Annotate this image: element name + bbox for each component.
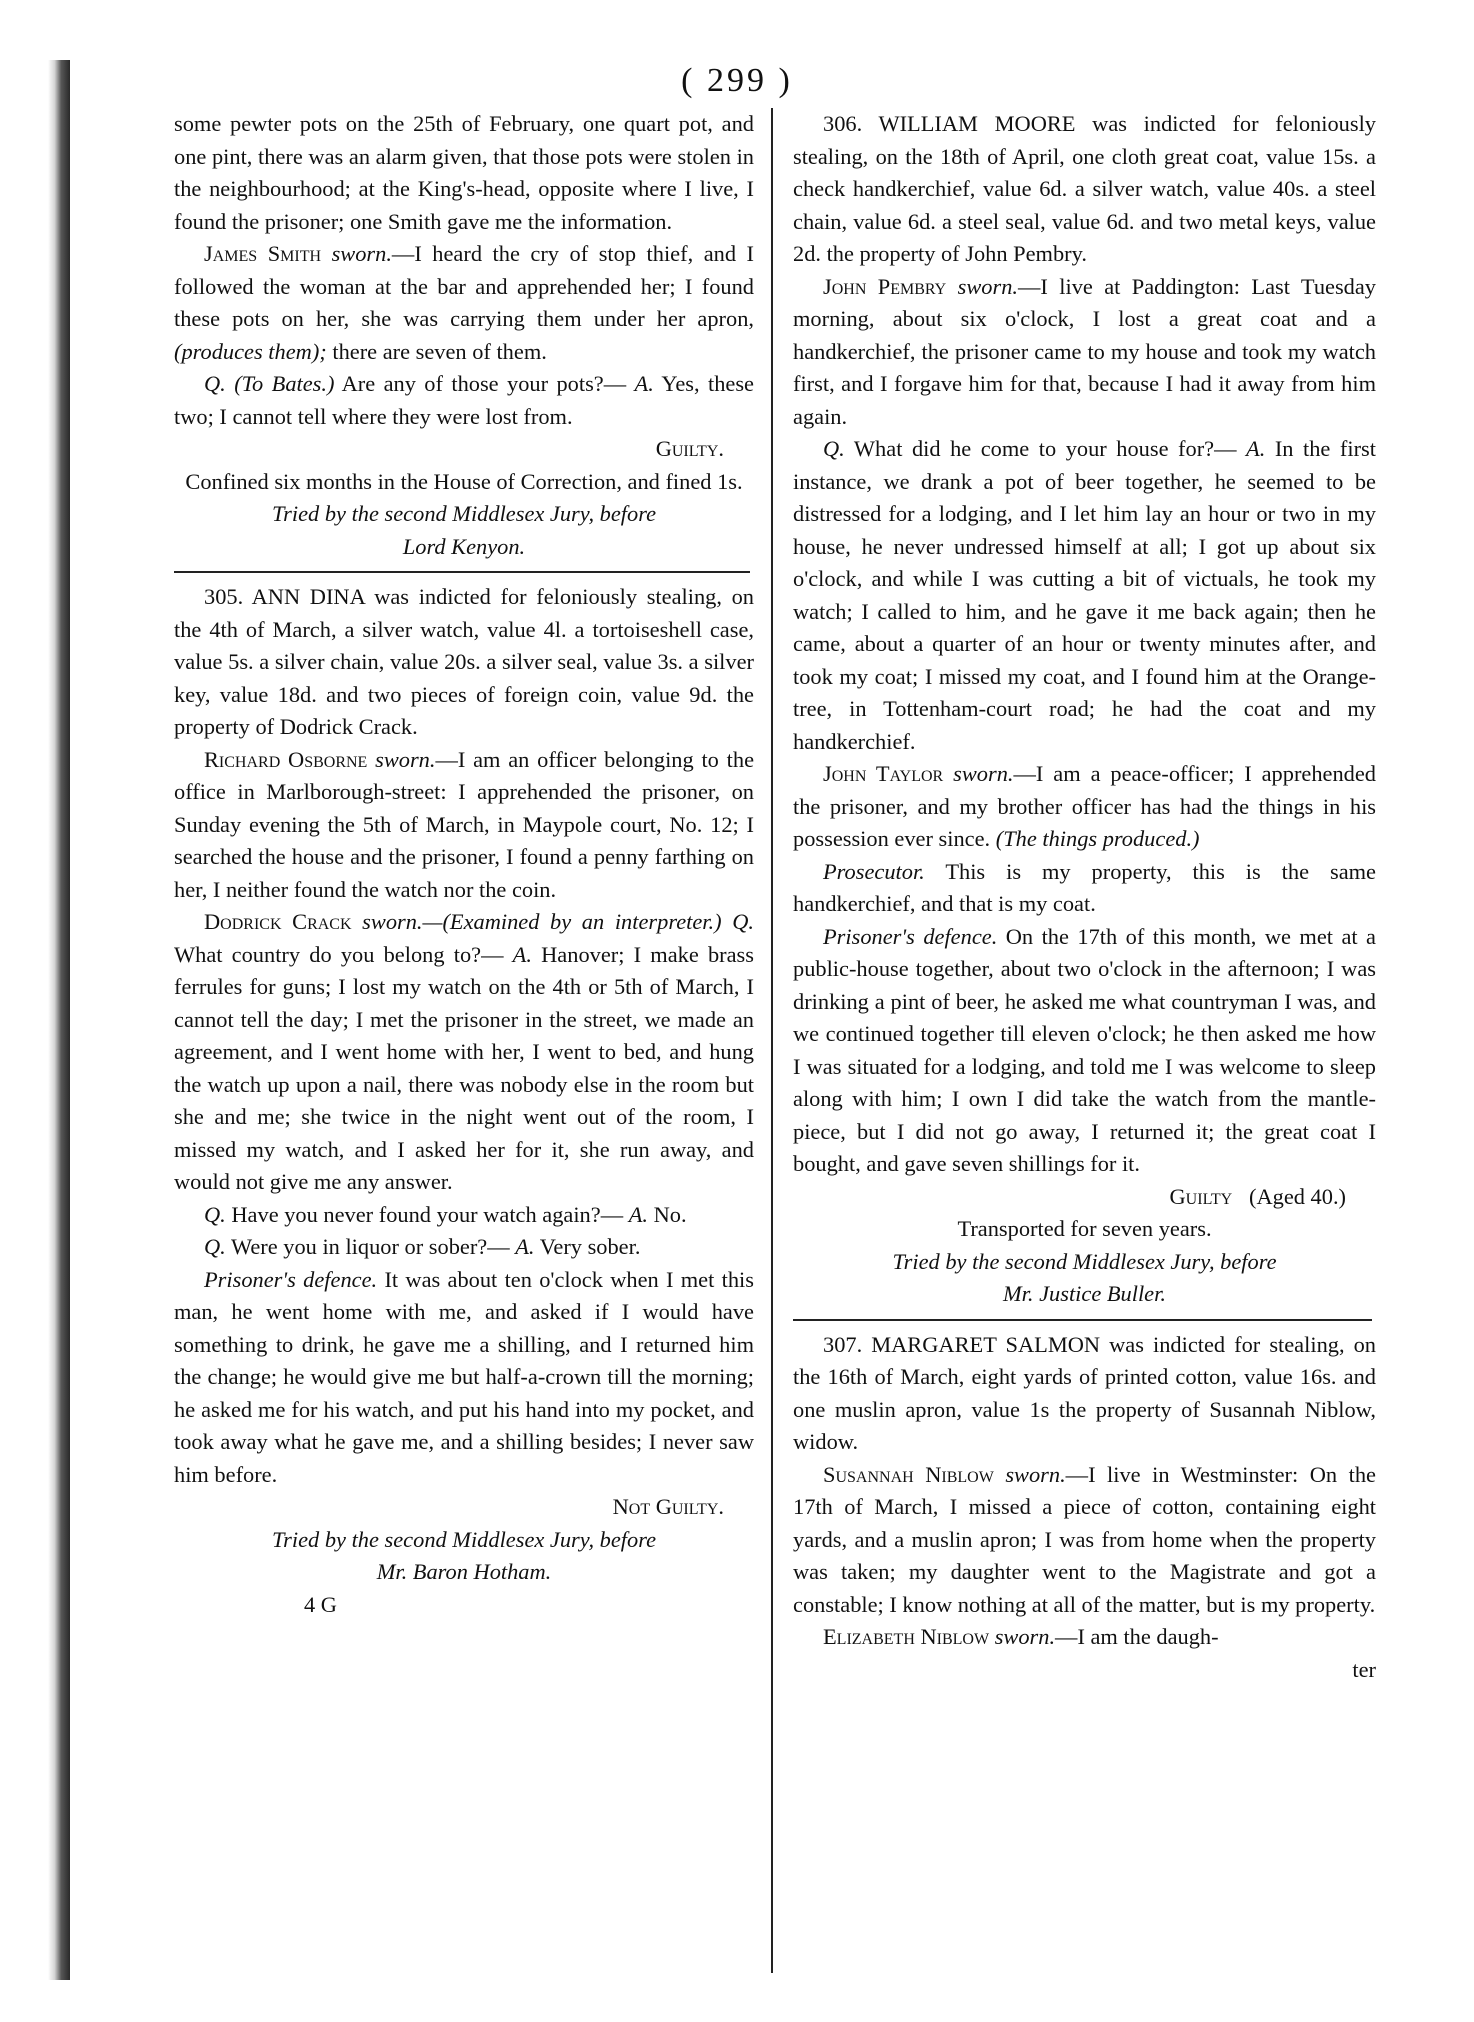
sentence: Transported for seven years. [957,1216,1212,1241]
witness-name: Susannah Niblow [823,1461,994,1487]
prosecutor-statement: Prosecutor. This is my property, this is the same handkerchief, and that is my coat. [793,858,1376,916]
sworn-label: sworn. [375,746,436,772]
continued-testimony: some pewter pots on the 25th of February, one quart pot, and one pint, there was an alarm given, that those pots were stolen in the neighbourhood; at the King's-head, opposite where I live, I found the prisoner; one Smith gave me the information. [174,111,754,234]
witness-name: Dodrick Crack [204,909,352,934]
sworn-label: sworn. [994,1624,1056,1649]
witness-name: Richard Osborne [204,746,368,772]
judge-name: Mr. Baron Hotham. [376,1559,552,1584]
verdict: Guilty. [655,436,724,461]
testimony-john-pembry: John Pembry sworn.—I live at Paddington: Last Tuesday morning, about six o'clock, I lost a great coat and a handkerchief, the prisoner came to my house and took my watch first, and I forgave him for that, because I had it away from him again. [793,273,1376,429]
left-column [174,108,754,1621]
testimony-elizabeth-niblow: Elizabeth Niblow sworn.—I am the daugh- [823,1624,1219,1649]
case-306-indictment: 306. WILLIAM MOORE was indicted for feloniously stealing, on the 18th of April, one cloth great coat, value 15s. a check handkerchief, value 6d. a silver watch, value 40s. a steel chain, value 6d. a steel seal, value 6d. and two metal keys, value 2d. the property of John Pembry. [793,111,1376,266]
witness-name: John Pembry [823,273,947,299]
case-307-indictment: 307. MARGARET SALMON was indicted for stealing, on the 16th of March, eight yards of printed cotton, value 16s. and one muslin apron, value 1s the property of Susannah Niblow, widow. [793,1331,1376,1454]
sworn-label: sworn. [957,273,1019,299]
stage-note: (produces them); [174,338,327,364]
judge-name: Lord Kenyon. [402,533,526,559]
testimony-john-taylor: John Taylor sworn.—I am a peace-officer; I apprehended the prisoner, and my brother officer has had the things in his possession ever since. (The things produced.) [793,761,1376,851]
page-number: ( 299 ) [681,62,793,99]
testimony-richard-osborne: Richard Osborne sworn.—I am an officer belonging to the office in Marlborough-street: I apprehended the prisoner, on Sunday evening the 5th of March, in Maypole court, No. 12; I searched the house and the prisoner, I found a penny farthing on her, I neither found the watch nor the coin. [174,746,755,902]
sworn-label: sworn. [1005,1461,1066,1487]
case-305-indictment: 305. ANN DINA was indicted for feloniously stealing, on the 4th of March, a silver watch, value 4l. a tortoiseshell case, value 5s. a silver chain, value 20s. a silver seal, value 3s. a silver key, value 18d. and two pieces of foreign coin, value 9d. the property of Dodrick Crack. [174,584,754,739]
book-binding-edge [48,60,70,1980]
question-answer: Q. What did he come to your house for?— A. In the first instance, we drank a pot of beer together, he seemed to be distressed for a lodging, and I let him lay an hour or two in my house, he never undressed himself at all; I got up about six o'clock, and while I was cutting a bit of victuals, he took my watch; I called to him, and he gave it me back again; then he came, about a quarter of an hour or twenty minutes after, and took my coat; I missed my coat, and I found him at the Orange-tree, in Tottenham-court road; he had the coat and my handkerchief. [793,436,1376,754]
sworn-label: sworn. [362,909,423,934]
sentence: Confined six months in the House of Correction, and fined 1s. [185,468,743,494]
prisoner-defence: Prisoner's defence. On the 17th of this month, we met at a public-house together, about two o'clock in the afternoon; I was drinking a pint of beer, he asked me what countryman I was, and we continued together till eleven o'clock; he then asked me how I was situated for a lodging, and told me I was welcome to sleep along with him; I own I did take the watch from the mantle-piece, but I did not go away, I returned it; the great coat I bought, and gave seven shillings for it. [793,923,1376,1176]
witness-name: James Smith [204,241,322,266]
judge-name: Mr. Justice Buller. [1003,1281,1166,1306]
witness-name: John Taylor [823,761,944,786]
stage-note: (The things produced.) [995,826,1200,851]
testimony-dodrick-crack: Dodrick Crack sworn.—(Examined by an interpreter.) Q. What country do you belong to?— A. Hanover; I make brass ferrules for guns; I lost my watch on the 4th or 5th of March, I cannot tell the day; I met the prisoner in the street, we made an agreement, and I went home with her, I went to bed, and hung the watch up upon a nail, there was nobody else in the room but she and me; she twice in the night went out of the room, I missed my watch, and I asked her for it, she run away, and would not give me any answer. [174,909,754,1194]
verdict: Not Guilty. [612,1494,724,1519]
sworn-label: sworn. [953,761,1014,786]
sworn-label: sworn. [331,241,392,266]
right-column [793,108,1376,1686]
trial-note: Tried by the second Middlesex Jury, before [271,1526,657,1552]
question-answer: Q. Have you never found your watch again?— A. No. [204,1201,687,1227]
column-divider [771,108,773,1973]
question-answer: Q. (To Bates.) Are any of those your pots?— A. Yes, these two; I cannot tell where they were lost from. [174,371,754,429]
section-rule [174,571,750,573]
trial-note: Tried by the second Middlesex Jury, before [271,501,657,526]
prisoner-age: (Aged 40.) [1249,1183,1346,1209]
verdict: Guilty (Aged 40.) [1169,1183,1346,1209]
testimony-james-smith: James Smith sworn.—I heard the cry of stop thief, and I followed the woman at the bar and apprehended her; I found these pots on her, she was carrying them under her apron, (produces them); there are seven of them. [174,241,754,364]
question-answer: Q. Were you in liquor or sober?— A. Very sober. [204,1234,641,1259]
printer-signature: 4 G [304,1591,337,1617]
testimony-susannah-niblow: Susannah Niblow sworn.—I live in Westminster: On the 17th of March, I missed a piece of cotton, containing eight yards, and a muslin apron; I was from home when the property was taken; my daughter went to the Magistrate and got a constable; I know nothing at all of the matter, but is my property. [793,1461,1376,1617]
catchword: ter [1352,1656,1376,1682]
section-rule [793,1319,1372,1321]
trial-note: Tried by the second Middlesex Jury, before [892,1248,1277,1274]
witness-name: Elizabeth Niblow [823,1624,990,1649]
prisoner-defence: Prisoner's defence. It was about ten o'clock when I met this man, he went home with me, and asked if I would have something to drink, he gave me a shilling, and I returned him the change; he would give me but half-a-crown till the morning; he asked me for his watch, and put his hand into my pocket, and took away what he gave me, and a shilling besides; I never saw him before. [174,1266,754,1487]
